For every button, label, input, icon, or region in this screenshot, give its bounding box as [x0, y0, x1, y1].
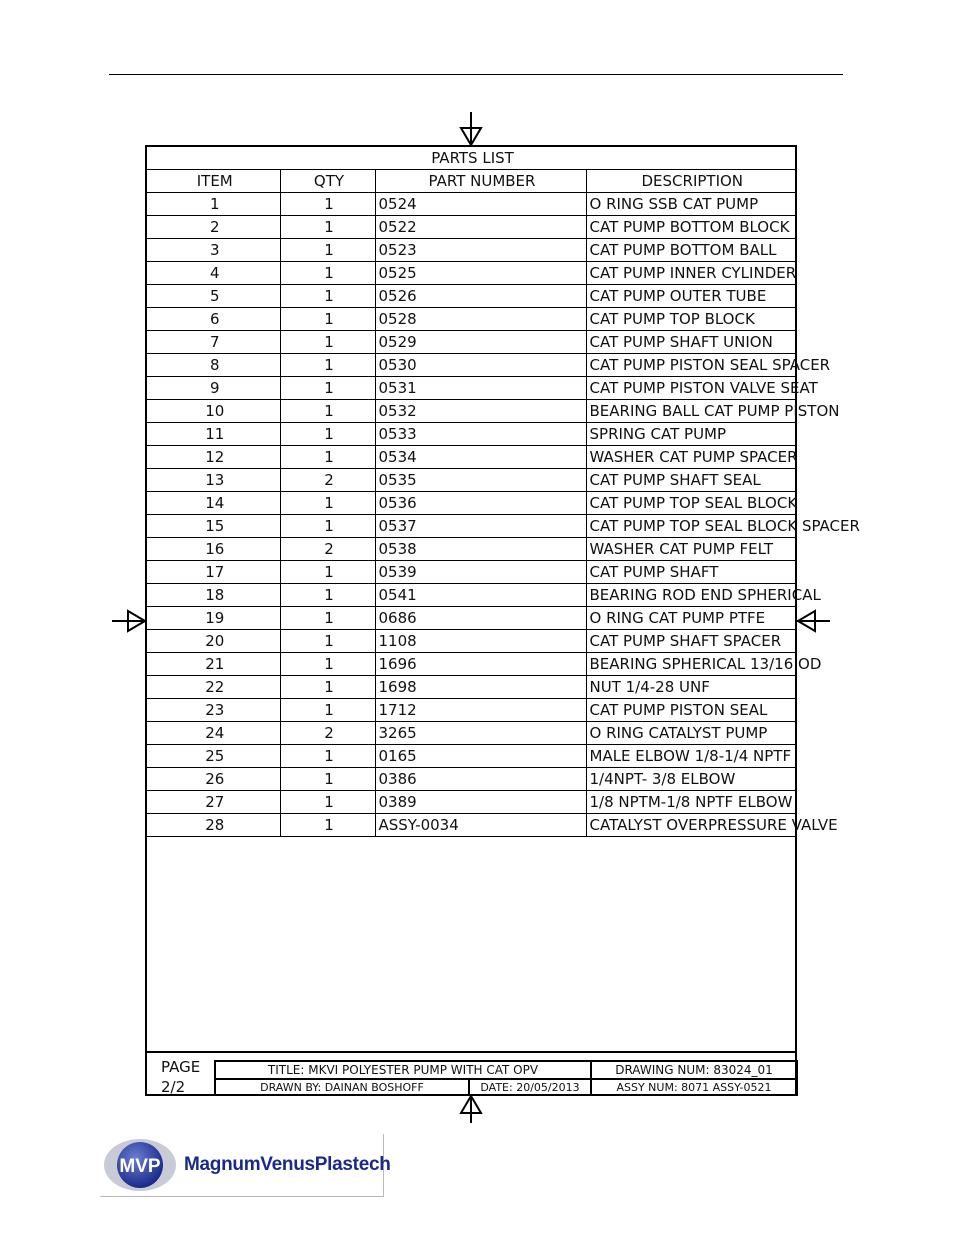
table-row [147, 699, 795, 722]
arrow-left-icon [797, 609, 831, 633]
item-cell: 1 [147, 193, 280, 216]
description-cell: WASHER CAT PUMP SPACER [586, 446, 795, 469]
logo-wordmark: MagnumVenusPlastech [184, 1154, 391, 1175]
part-number-cell: 1108 [375, 630, 586, 653]
qty-cell: 1 [280, 446, 375, 469]
description-cell: CAT PUMP SHAFT [586, 561, 795, 584]
title-field: TITLE: MKVI POLYESTER PUMP WITH CAT OPV [214, 1060, 592, 1080]
description-cell: CAT PUMP OUTER TUBE [586, 285, 795, 308]
qty-cell: 1 [280, 193, 375, 216]
parts-list-title-row [147, 147, 795, 170]
item-cell: 11 [147, 423, 280, 446]
qty-cell: 1 [280, 216, 375, 239]
item-cell: 22 [147, 676, 280, 699]
arrow-right-icon [112, 609, 146, 633]
description-cell: CAT PUMP BOTTOM BLOCK [586, 216, 795, 239]
description-cell: CAT PUMP TOP SEAL BLOCK SPACER [586, 515, 795, 538]
header-row [147, 170, 795, 193]
drawing-frame [145, 145, 860, 1096]
item-cell: 4 [147, 262, 280, 285]
part-number-cell: 0165 [375, 745, 586, 768]
table-row [147, 538, 795, 561]
description-cell: SPRING CAT PUMP [586, 423, 795, 446]
qty-cell: 1 [280, 400, 375, 423]
item-cell: 12 [147, 446, 280, 469]
table-row [147, 584, 795, 607]
part-number-cell: 0535 [375, 469, 586, 492]
description-cell: O RING CATALYST PUMP [586, 722, 795, 745]
date-field: DATE: 20/05/2013 [468, 1078, 592, 1096]
qty-cell: 1 [280, 630, 375, 653]
part-number-cell: 0530 [375, 354, 586, 377]
table-row [147, 745, 795, 768]
part-number-cell: 0528 [375, 308, 586, 331]
table-row [147, 768, 795, 791]
qty-cell: 2 [280, 722, 375, 745]
item-cell: 8 [147, 354, 280, 377]
description-cell: CAT PUMP SHAFT UNION [586, 331, 795, 354]
part-number-cell: 1696 [375, 653, 586, 676]
part-number-cell: 3265 [375, 722, 586, 745]
item-cell: 14 [147, 492, 280, 515]
qty-cell: 1 [280, 308, 375, 331]
column-header-qty: QTY [280, 170, 375, 193]
table-row [147, 354, 795, 377]
part-number-cell: 0539 [375, 561, 586, 584]
part-number-cell: 0522 [375, 216, 586, 239]
table-row [147, 239, 795, 262]
page-label: PAGE [161, 1058, 201, 1076]
description-cell: NUT 1/4-28 UNF [586, 676, 795, 699]
item-cell: 10 [147, 400, 280, 423]
description-cell: BEARING ROD END SPHERICAL [586, 584, 795, 607]
item-cell: 5 [147, 285, 280, 308]
description-cell: BEARING SPHERICAL 13/16 OD [586, 653, 795, 676]
description-cell: CAT PUMP PISTON VALVE SEAT [586, 377, 795, 400]
item-cell: 13 [147, 469, 280, 492]
description-cell: CAT PUMP SHAFT SEAL [586, 469, 795, 492]
column-header-item: ITEM [147, 170, 280, 193]
item-cell: 25 [147, 745, 280, 768]
part-number-cell: 0533 [375, 423, 586, 446]
item-cell: 2 [147, 216, 280, 239]
parts-list-table [147, 147, 860, 837]
part-number-cell: 0532 [375, 400, 586, 423]
qty-cell: 1 [280, 584, 375, 607]
description-cell: MALE ELBOW 1/8-1/4 NPTF [586, 745, 795, 768]
table-row [147, 423, 795, 446]
qty-cell: 2 [280, 469, 375, 492]
qty-cell: 1 [280, 377, 375, 400]
part-number-cell: 0541 [375, 584, 586, 607]
table-row [147, 814, 795, 837]
table-row [147, 285, 795, 308]
qty-cell: 1 [280, 423, 375, 446]
table-row [147, 216, 795, 239]
qty-cell: 1 [280, 239, 375, 262]
item-cell: 7 [147, 331, 280, 354]
table-row [147, 653, 795, 676]
part-number-cell: 0529 [375, 331, 586, 354]
item-cell: 21 [147, 653, 280, 676]
part-number-cell: 0526 [375, 285, 586, 308]
item-cell: 18 [147, 584, 280, 607]
qty-cell: 1 [280, 699, 375, 722]
part-number-cell: 0536 [375, 492, 586, 515]
qty-cell: 1 [280, 814, 375, 837]
qty-cell: 1 [280, 331, 375, 354]
table-row [147, 400, 795, 423]
item-cell: 9 [147, 377, 280, 400]
part-number-cell: 0537 [375, 515, 586, 538]
item-cell: 23 [147, 699, 280, 722]
table-row [147, 722, 795, 745]
table-row [147, 193, 795, 216]
item-cell: 20 [147, 630, 280, 653]
title-block [147, 1051, 795, 1096]
item-cell: 6 [147, 308, 280, 331]
part-number-cell: 0524 [375, 193, 586, 216]
description-cell: CAT PUMP INNER CYLINDER [586, 262, 795, 285]
part-number-cell: 1698 [375, 676, 586, 699]
description-cell: WASHER CAT PUMP FELT [586, 538, 795, 561]
part-number-cell: 0534 [375, 446, 586, 469]
table-row [147, 262, 795, 285]
qty-cell: 1 [280, 676, 375, 699]
description-cell: CAT PUMP TOP BLOCK [586, 308, 795, 331]
arrow-down-icon [459, 112, 483, 146]
description-cell: O RING CAT PUMP PTFE [586, 607, 795, 630]
item-cell: 16 [147, 538, 280, 561]
qty-cell: 1 [280, 515, 375, 538]
part-number-cell: 0525 [375, 262, 586, 285]
item-cell: 19 [147, 607, 280, 630]
item-cell: 27 [147, 791, 280, 814]
drawn-by-field: DRAWN BY: DAINAN BOSHOFF [214, 1078, 470, 1096]
description-cell: CAT PUMP SHAFT SPACER [586, 630, 795, 653]
company-logo [100, 1134, 391, 1197]
item-cell: 24 [147, 722, 280, 745]
part-number-cell: 0531 [375, 377, 586, 400]
table-row [147, 676, 795, 699]
part-number-cell: ASSY-0034 [375, 814, 586, 837]
qty-cell: 1 [280, 354, 375, 377]
qty-cell: 1 [280, 607, 375, 630]
part-number-cell: 0538 [375, 538, 586, 561]
description-cell: 1/4NPT- 3/8 ELBOW [586, 768, 795, 791]
assy-number-field: ASSY NUM: 8071 ASSY-0521 [590, 1078, 798, 1096]
qty-cell: 1 [280, 653, 375, 676]
item-cell: 26 [147, 768, 280, 791]
qty-cell: 1 [280, 262, 375, 285]
column-header-part-number: PART NUMBER [375, 170, 586, 193]
table-row [147, 446, 795, 469]
part-number-cell: 0389 [375, 791, 586, 814]
part-number-cell: 1712 [375, 699, 586, 722]
qty-cell: 1 [280, 561, 375, 584]
item-cell: 17 [147, 561, 280, 584]
description-cell: CAT PUMP BOTTOM BALL [586, 239, 795, 262]
description-cell: CAT PUMP PISTON SEAL [586, 699, 795, 722]
part-number-cell: 0523 [375, 239, 586, 262]
item-cell: 3 [147, 239, 280, 262]
page-indicator [161, 1057, 200, 1097]
item-cell: 28 [147, 814, 280, 837]
table-row [147, 630, 795, 653]
table-row [147, 561, 795, 584]
qty-cell: 2 [280, 538, 375, 561]
description-cell: O RING SSB CAT PUMP [586, 193, 795, 216]
column-header-description: DESCRIPTION [586, 170, 795, 193]
qty-cell: 1 [280, 791, 375, 814]
table-row [147, 331, 795, 354]
qty-cell: 1 [280, 745, 375, 768]
page-number: 2/2 [161, 1078, 186, 1096]
description-cell: CATALYST OVERPRESSURE VALVE [586, 814, 795, 837]
qty-cell: 1 [280, 285, 375, 308]
table-row [147, 377, 795, 400]
parts-list-title: PARTS LIST [147, 147, 795, 170]
description-cell: BEARING BALL CAT PUMP PISTON [586, 400, 795, 423]
description-cell: CAT PUMP PISTON SEAL SPACER [586, 354, 795, 377]
header-rule [109, 74, 843, 75]
item-cell: 15 [147, 515, 280, 538]
drawing-number-field: DRAWING NUM: 83024_01 [590, 1060, 798, 1080]
description-cell: 1/8 NPTM-1/8 NPTF ELBOW [586, 791, 795, 814]
qty-cell: 1 [280, 768, 375, 791]
table-row [147, 791, 795, 814]
mvp-logo-icon [100, 1134, 184, 1196]
part-number-cell: 0386 [375, 768, 586, 791]
arrow-up-icon [459, 1095, 483, 1123]
table-row [147, 308, 795, 331]
table-row [147, 515, 795, 538]
table-row [147, 607, 795, 630]
qty-cell: 1 [280, 492, 375, 515]
logo-mark: MVP [119, 1156, 161, 1177]
table-row [147, 492, 795, 515]
part-number-cell: 0686 [375, 607, 586, 630]
table-row [147, 469, 795, 492]
description-cell: CAT PUMP TOP SEAL BLOCK [586, 492, 795, 515]
